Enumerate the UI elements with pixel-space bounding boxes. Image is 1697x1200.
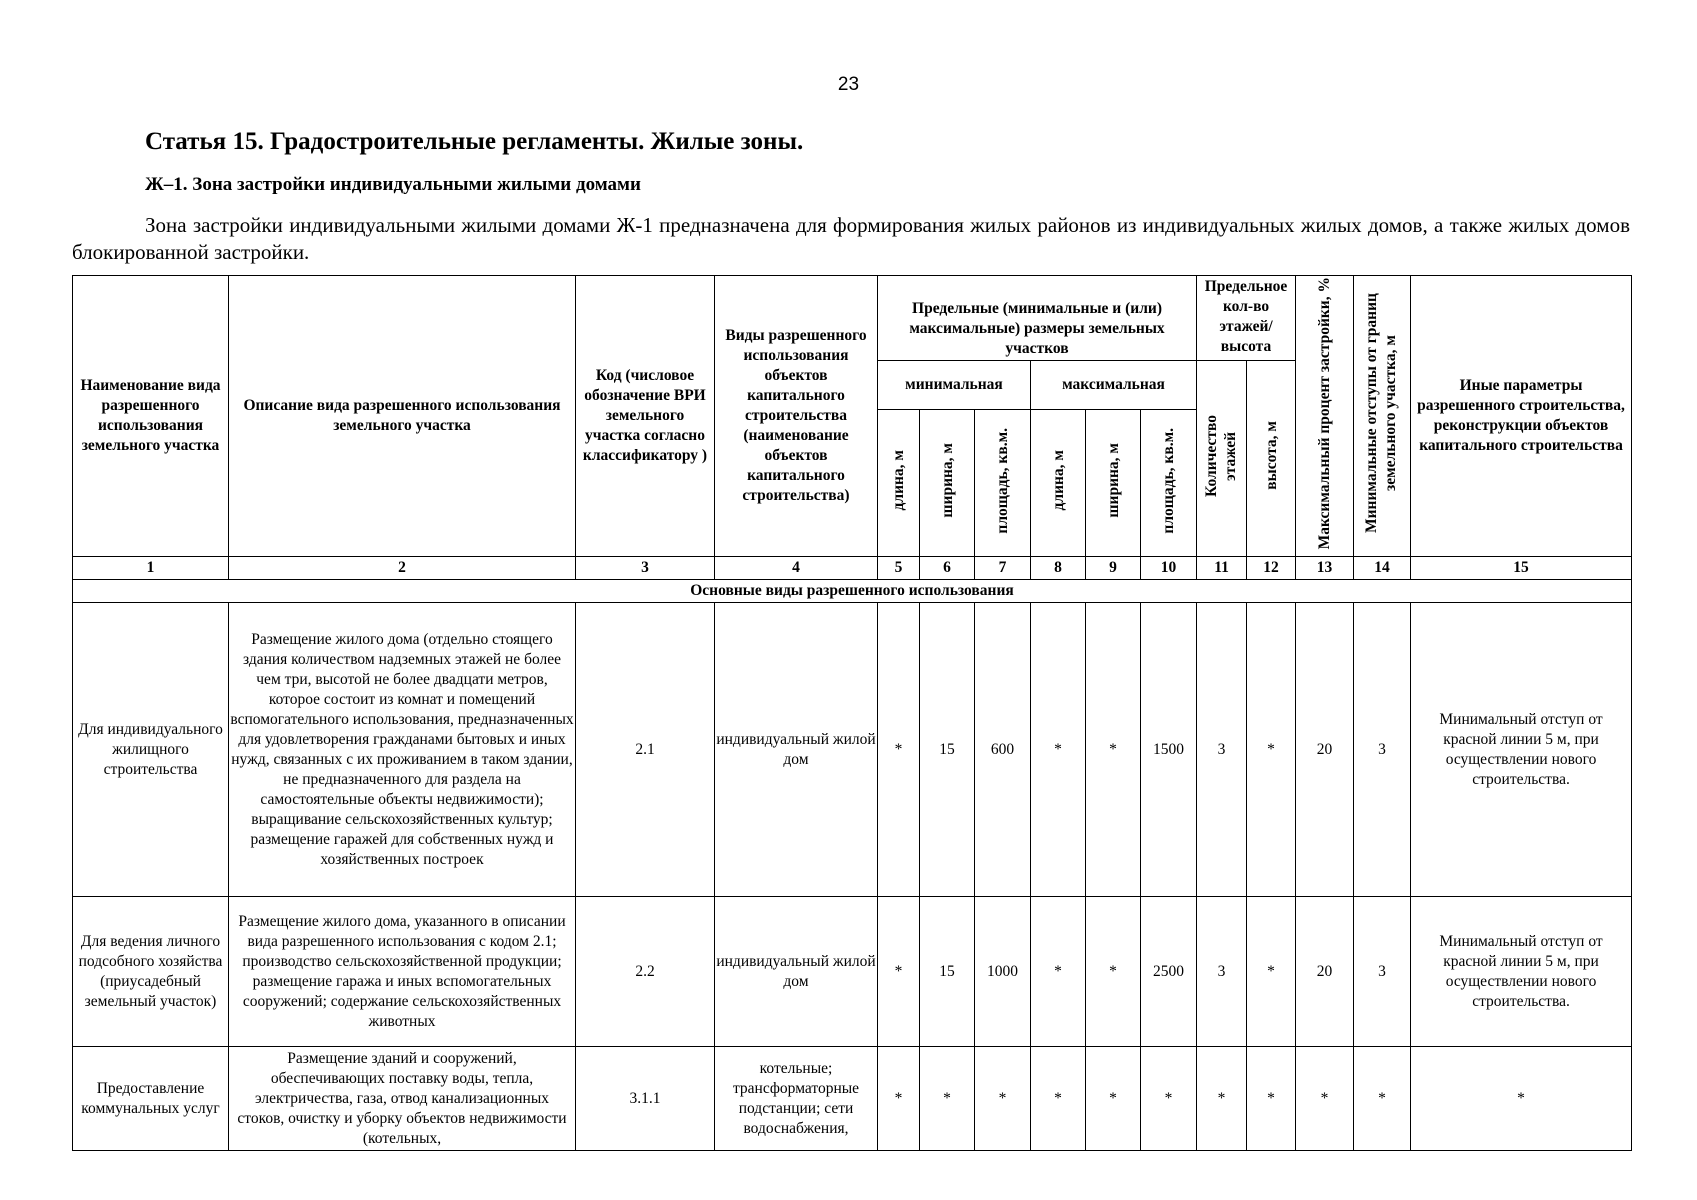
cell-code: 2.1 — [576, 603, 715, 897]
cell-height: * — [1247, 603, 1296, 897]
header-min-setback: Минимальные отступы от границ земельного участка, м — [1354, 276, 1411, 557]
cell-max-percent: 20 — [1296, 603, 1354, 897]
cell-name: Для ведения личного подсобного хозяйства (приусадебный земельный участок) — [73, 897, 229, 1047]
cell-description: Размещение зданий и сооружений, обеспечивающих поставку воды, тепла, электричества, газа, отвод канализационных стоков, очистку и уборку объектов недвижимости (котельных, — [229, 1047, 576, 1151]
header-other: Иные параметры разрешенного строительства, реконструкции объектов капитального строительства — [1411, 276, 1632, 557]
header-name: Наименование вида разрешенного использования земельного участка — [73, 276, 229, 557]
cell-height: * — [1247, 897, 1296, 1047]
column-number: 12 — [1247, 557, 1296, 580]
header-max-length: длина, м — [1031, 410, 1086, 557]
column-number: 7 — [975, 557, 1031, 580]
zone-description: Зона застройки индивидуальными жилыми домами Ж-1 предназначена для формирования жилых районов из индивидуальных жилых домов, а также жилых домов блокированной застройки. — [72, 213, 1630, 264]
cell-max-percent: * — [1296, 1047, 1354, 1151]
cell-min-width: 15 — [920, 897, 975, 1047]
column-numbers-row — [73, 557, 1632, 580]
column-number: 6 — [920, 557, 975, 580]
cell-description: Размещение жилого дома, указанного в описании вида разрешенного использования с кодом 2.1; производство сельскохозяйственной продукции; размещение гаража и иных вспомогательных сооружений; содержание сельскохозяйственных животных — [229, 897, 576, 1047]
cell-max-width: * — [1086, 603, 1141, 897]
header-floors: Количество этажей — [1197, 361, 1247, 557]
cell-min-setback: * — [1354, 1047, 1411, 1151]
cell-code: 3.1.1 — [576, 1047, 715, 1151]
cell-max-percent: 20 — [1296, 897, 1354, 1047]
header-min: минимальная — [878, 361, 1031, 410]
column-number: 15 — [1411, 557, 1632, 580]
header-objects: Виды разрешенного использования объектов капитального строительства (наименование объектов капитального строительства) — [715, 276, 878, 557]
cell-min-setback: 3 — [1354, 603, 1411, 897]
cell-min-width: * — [920, 1047, 975, 1151]
cell-min-area: 600 — [975, 603, 1031, 897]
column-number: 1 — [73, 557, 229, 580]
cell-objects: индивидуальный жилой дом — [715, 603, 878, 897]
column-number: 11 — [1197, 557, 1247, 580]
header-code: Код (числовое обозначение ВРИ земельного участка согласно классификатору ) — [576, 276, 715, 557]
cell-min-length: * — [878, 1047, 920, 1151]
cell-floors: 3 — [1197, 603, 1247, 897]
cell-max-area: 1500 — [1141, 603, 1197, 897]
cell-min-area: 1000 — [975, 897, 1031, 1047]
cell-min-length: * — [878, 897, 920, 1047]
cell-min-area: * — [975, 1047, 1031, 1151]
cell-code: 2.2 — [576, 897, 715, 1047]
header-max-percent: Максимальный процент застройки, % — [1296, 276, 1354, 557]
cell-height: * — [1247, 1047, 1296, 1151]
column-number: 13 — [1296, 557, 1354, 580]
section-title: Основные виды разрешенного использования — [73, 580, 1632, 603]
column-number: 5 — [878, 557, 920, 580]
page-number: 23 — [837, 74, 860, 95]
header-min-length: длина, м — [878, 410, 920, 557]
cell-min-width: 15 — [920, 603, 975, 897]
cell-max-area: 2500 — [1141, 897, 1197, 1047]
cell-max-length: * — [1031, 1047, 1086, 1151]
header-min-width: ширина, м — [920, 410, 975, 557]
column-number: 9 — [1086, 557, 1141, 580]
cell-max-area: * — [1141, 1047, 1197, 1151]
header-max-width: ширина, м — [1086, 410, 1141, 557]
cell-other: * — [1411, 1047, 1632, 1151]
table-row — [73, 603, 1632, 897]
header-floors-group: Предельное кол-во этажей/ высота — [1197, 276, 1296, 361]
cell-min-setback: 3 — [1354, 897, 1411, 1047]
header-max: максимальная — [1031, 361, 1197, 410]
column-number: 2 — [229, 557, 576, 580]
article-title: Статья 15. Градостроительные регламенты. Жилые зоны. — [145, 128, 804, 155]
zone-title: Ж–1. Зона застройки индивидуальными жилыми домами — [145, 174, 641, 195]
column-number: 10 — [1141, 557, 1197, 580]
cell-floors: * — [1197, 1047, 1247, 1151]
cell-floors: 3 — [1197, 897, 1247, 1047]
column-number: 3 — [576, 557, 715, 580]
table-row — [73, 897, 1632, 1047]
cell-name: Для индивидуального жилищного строительства — [73, 603, 229, 897]
cell-other: Минимальный отступ от красной линии 5 м, при осуществлении нового строительства. — [1411, 603, 1632, 897]
cell-min-length: * — [878, 603, 920, 897]
cell-objects: индивидуальный жилой дом — [715, 897, 878, 1047]
header-min-area: площадь, кв.м. — [975, 410, 1031, 557]
column-number: 8 — [1031, 557, 1086, 580]
header-plot-sizes: Предельные (минимальные и (или) максимальные) размеры земельных участков — [878, 276, 1197, 361]
table-row — [73, 1047, 1632, 1151]
column-number: 14 — [1354, 557, 1411, 580]
header-max-area: площадь, кв.м. — [1141, 410, 1197, 557]
header-description: Описание вида разрешенного использования земельного участка — [229, 276, 576, 557]
cell-description: Размещение жилого дома (отдельно стоящего здания количеством надземных этажей не более чем три, высотой не более двадцати метров, которое состоит из комнат и помещений вспомогательного использования, предназначенных для удовлетворения гражданами бытовых и иных нужд, связанных с их проживанием в таком здании, не предназначенного для раздела на самостоятельные объекты недвижимости); выращивание сельскохозяйственных культур; размещение гаражей для собственных нужд и хозяйственных построек — [229, 603, 576, 897]
cell-max-width: * — [1086, 897, 1141, 1047]
header-height: высота, м — [1247, 361, 1296, 557]
cell-other: Минимальный отступ от красной линии 5 м, при осуществлении нового строительства. — [1411, 897, 1632, 1047]
cell-max-length: * — [1031, 603, 1086, 897]
cell-name: Предоставление коммунальных услуг — [73, 1047, 229, 1151]
column-number: 4 — [715, 557, 878, 580]
cell-objects: котельные; трансформаторные подстанции; сети водоснабжения, — [715, 1047, 878, 1151]
regulations-table — [72, 275, 1632, 1151]
cell-max-width: * — [1086, 1047, 1141, 1151]
cell-max-length: * — [1031, 897, 1086, 1047]
